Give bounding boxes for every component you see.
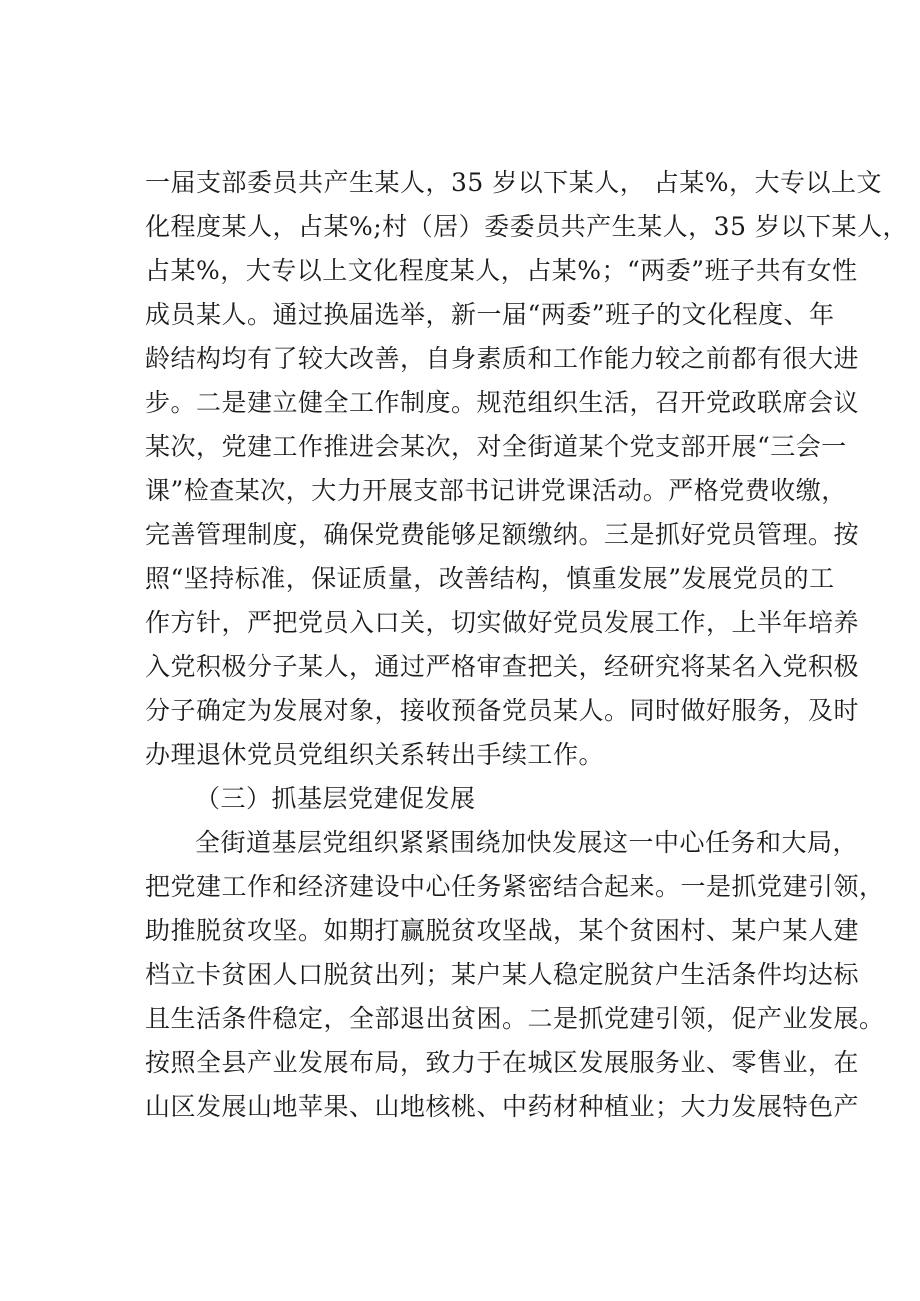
paragraph-line: 课”检查某次，大力开展支部书记讲党课活动。严格党费收缴， xyxy=(145,476,847,505)
paragraph-line: 助推脱贫攻坚。如期打赢脱贫攻坚战，某个贫困村、某户某人建 xyxy=(145,916,860,945)
paragraph-line: 占某%，大专以上文化程度某人，占某%；“两委”班子共有女性 xyxy=(145,256,858,285)
paragraph-line: 入党积极分子某人，通过严格审查把关，经研究将某名入党积极 xyxy=(145,652,860,681)
paragraph-line: 作方针，严把党员入口关，切实做好党员发展工作，上半年培养 xyxy=(145,608,860,637)
paragraph-line: 步。二是建立健全工作制度。规范组织生活，召开党政联席会议 xyxy=(145,388,860,417)
paragraph-line: 一届支部委员共产生某人，35 岁以下某人， 占某%，大专以上文 xyxy=(145,168,882,197)
paragraph-first-line: 全街道基层党组织紧紧围绕加快发展这一中心任务和大局， xyxy=(195,828,859,857)
paragraph-line: 把党建工作和经济建设中心任务紧密结合起来。一是抓党建引领， xyxy=(145,872,885,901)
paragraph-line: 某次，党建工作推进会某次，对全街道某个党支部开展“三会一 xyxy=(145,432,847,461)
paragraph-line: 化程度某人，占某%;村（居）委委员共产生某人，35 岁以下某人， xyxy=(145,212,908,241)
paragraph-line: 照“坚持标准，保证质量，改善结构，慎重发展”发展党员的工 xyxy=(145,564,835,593)
paragraph-line: 档立卡贫困人口脱贫出列；某户某人稳定脱贫户生活条件均达标 xyxy=(145,960,860,989)
paragraph-line: 分子确定为发展对象，接收预备党员某人。同时做好服务，及时 xyxy=(145,696,860,725)
paragraph-line: 且生活条件稳定，全部退出贫困。二是抓党建引领，促产业发展。 xyxy=(145,1004,885,1033)
section-heading: （三）抓基层党建促发展 xyxy=(195,784,476,813)
paragraph-line: 山区发展山地苹果、山地核桃、中药材种植业；大力发展特色产 xyxy=(145,1092,860,1121)
paragraph-line: 完善管理制度，确保党费能够足额缴纳。三是抓好党员管理。按 xyxy=(145,520,860,549)
paragraph-line: 按照全县产业发展布局，致力于在城区发展服务业、零售业，在 xyxy=(145,1048,860,1077)
paragraph-line: 成员某人。通过换届选举，新一届“两委”班子的文化程度、年 xyxy=(145,300,835,329)
paragraph-last-line: 办理退休党员党组织关系转出手续工作。 xyxy=(145,740,605,769)
paragraph-line: 龄结构均有了较大改善，自身素质和工作能力较之前都有很大进 xyxy=(145,344,860,373)
